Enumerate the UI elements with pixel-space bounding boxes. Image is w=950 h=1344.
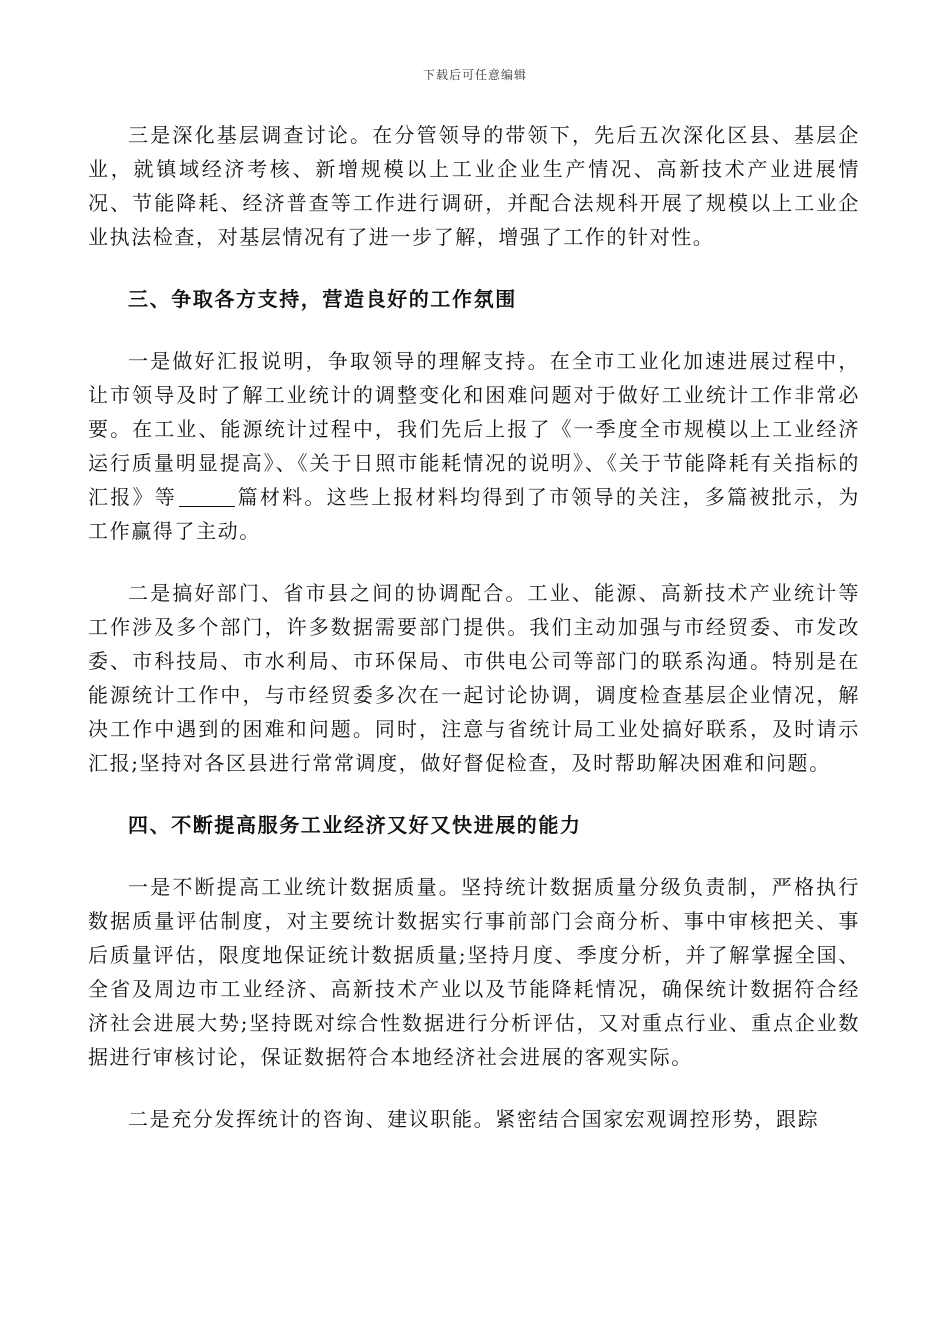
section-heading-3: 三、争取各方支持，营造良好的工作氛围 [128,287,517,311]
page-header: 下载后可任意编辑 [422,68,527,82]
paragraph-reporting-part1: 一是做好汇报说明，争取领导的理解支持。在全市工业化加速进展过程中，让市领导及时了解工业统计的调整变化和困难问题对于做好工业统计工作非常必要。在工业、能源统计过程中，我们先后上报了《一季度全市规模以上工业经济运行质量明显提高》、《关于日照市能耗情况的说明》、《关于节能降耗有关指标的汇报》等 [88,349,860,509]
paragraph-data-quality: 一是不断提高工业统计数据质量。坚持统计数据质量分级负责制，严格执行数据质量评估制度，对主要统计数据实行事前部门会商分析、事中审核把关、事后质量评估，限度地保证统计数据质量;坚持月度、季度分析，并了解掌握全国、全省及周边市工业经济、高新技术产业以及节能降耗情况，确保统计数据符合经济社会进展大势;坚持既对综合性数据进行分析评估，又对重点行业、重点企业数据进行审核讨论，保证数据符合本地经济社会进展的客观实际。 [88,875,860,1069]
paragraph-consulting: 二是充分发挥统计的咨询、建议职能。紧密结合国家宏观调控形势，跟踪 [128,1107,820,1131]
document-body [88,118,860,1164]
paragraph-coordination: 二是搞好部门、省市县之间的协调配合。工业、能源、高新技术产业统计等工作涉及多个部门，许多数据需要部门提供。我们主动加强与市经贸委、市发改委、市科技局、市水利局、市环保局、市供电公司等部门的联系沟通。特别是在能源统计工作中，与市经贸委多次在一起讨论协调，调度检查基层企业情况，解决工作中遇到的困难和问题。同时，注意与省统计局工业处搞好联系，及时请示汇报;坚持对各区县进行常常调度，做好督促检查，及时帮助解决困难和问题。 [88,581,860,775]
section-heading-4: 四、不断提高服务工业经济又好又快进展的能力 [128,813,582,837]
paragraph-reporting-part2: 篇材料。这些上报材料均得到了市领导的关注，多篇被批示，为工作赢得了主动。 [88,485,860,543]
paragraph-investigation: 三是深化基层调查讨论。在分管领导的带领下，先后五次深化区县、基层企业，就镇域经济考核、新增规模以上工业企业生产情况、高新技术产业进展情况、节能降耗、经济普查等工作进行调研，并配合法规科开展了规模以上工业企业执法检查，对基层情况有了进一步了解，增强了工作的针对性。 [88,123,860,249]
blank-underline [179,486,235,507]
paragraph-reporting [88,344,860,548]
